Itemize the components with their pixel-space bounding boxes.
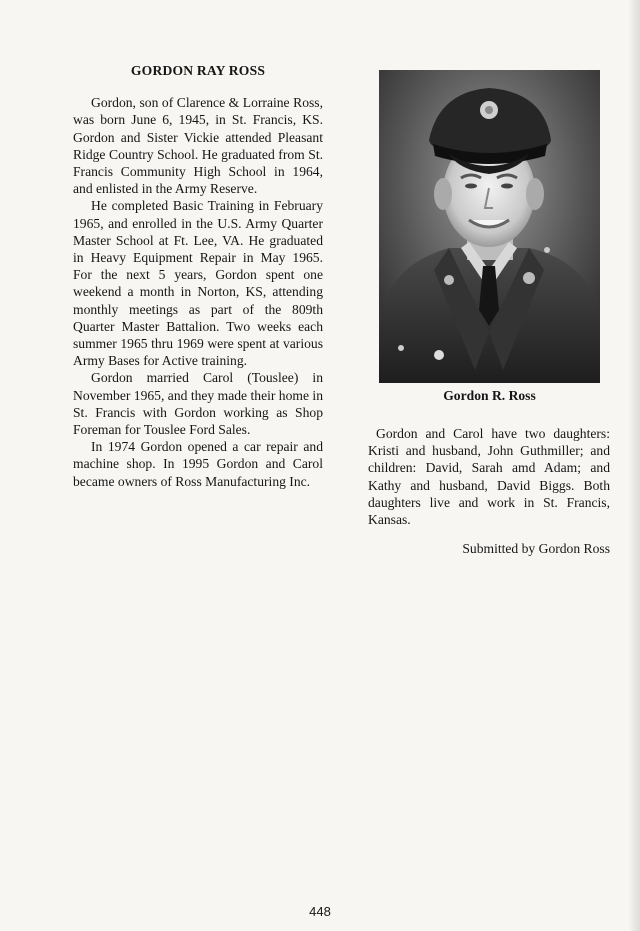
photo-caption: Gordon R. Ross	[443, 388, 536, 403]
paragraph-business: In 1974 Gordon opened a car repair and machine shop. In 1995 Gordon and Carol became owners of Ross Manufacturing Inc.	[73, 439, 323, 489]
article-title: GORDON RAY ROSS	[130, 63, 266, 78]
page-number: 448	[309, 904, 331, 919]
paragraph-marriage: Gordon married Carol (Touslee) in November 1965, and they made their home in St. Francis with Gordon working as Shop Foreman for Touslee Ford Sales.	[73, 370, 323, 438]
submitted-by-credit: Submitted by Gordon Ross	[462, 541, 610, 556]
page-edge-shadow	[628, 0, 640, 931]
portrait-photo	[379, 70, 600, 383]
paragraph-birth: Gordon, son of Clarence & Lorraine Ross, was born June 6, 1945, in St. Francis, KS. Gordon and Sister Vickie attended Pleasant Ridge Country School. He graduated from St. Francis Community High School in 1964, and enlisted in the Army Reserve.	[73, 95, 323, 197]
left-column	[73, 62, 323, 490]
right-column	[368, 425, 610, 528]
paragraph-army: He completed Basic Training in February 1965, and enrolled in the U.S. Army Quarter Master School at Ft. Lee, VA. He graduated in Heavy Equipment Repair in May 1965. For the next 5 years, Gordon spent one weekend a month in Norton, KS, attending monthly meetings as part of the 809th Quarter Master Battalion. Two weeks each summer 1965 thru 1969 were spent at various Army Bases for Active training.	[73, 198, 323, 369]
soldier-portrait-image	[379, 70, 600, 383]
paragraph-family: Gordon and Carol have two daughters: Kristi and husband, John Guthmiller; and children: David, Sarah amd Adam; and Kathy and husband, David Biggs. Both daughters live and work in St. Francis, Kansas.	[368, 426, 610, 528]
